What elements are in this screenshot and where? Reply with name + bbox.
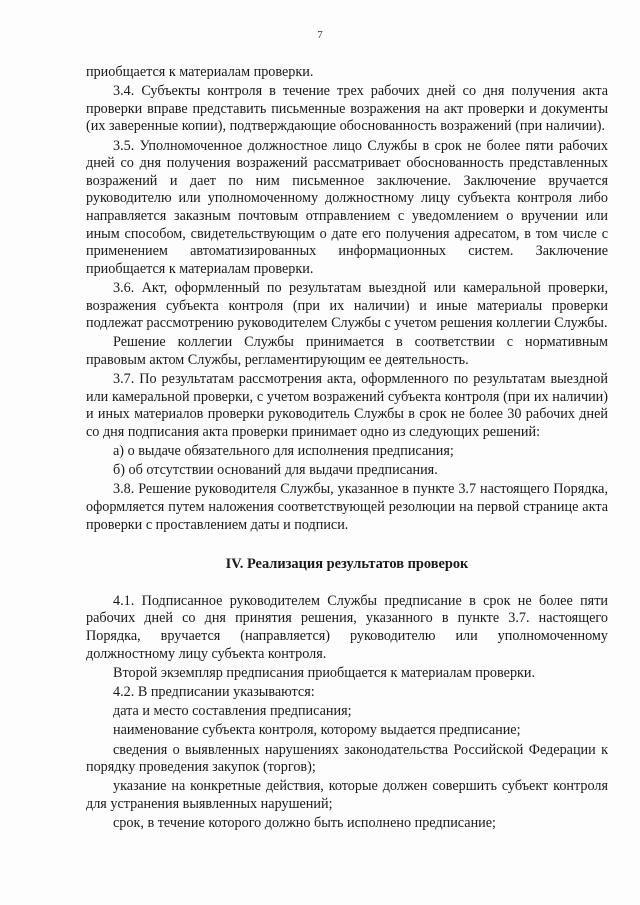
paragraph: Второй экземпляр предписания приобщается к материалам проверки.	[113, 664, 536, 681]
paragraph: 4.1. Подписанное руководителем Службы предписание в срок не более пяти рабочих дней со дня принятия решения, указанного в пункте 3.7. настоящего Порядка, вручается (направляется) руководителю или уполномоченному должностному лицу субъекта контроля.	[86, 592, 608, 662]
paragraph: Решение коллегии Службы принимается в соответствии с нормативным правовым актом Службы, регламентирующим ее деятельность.	[86, 334, 608, 368]
page-number: 7	[317, 29, 323, 41]
paragraph: 3.6. Акт, оформленный по результатам выездной или камеральной проверки, возражения субъекта контроля (при их наличии) и иные материалы проверки подлежат рассмотрению руководителем Службы с учетом решения коллегии Службы.	[86, 279, 608, 332]
paragraph: приобщается к материалам проверки.	[86, 64, 314, 80]
paragraph: 3.7. По результатам рассмотрения акта, оформленного по результатам выездной или камеральной проверки, с учетом возражений субъекта контроля (при их наличии) и иных материалов проверки руководитель Службы в срок не более 30 рабочих дней со дня подписания акта проверки принимает одно из следующих решений:	[86, 371, 608, 440]
list-item: а) о выдаче обязательного для исполнения предписания;	[113, 443, 454, 460]
section-heading: IV. Реализация результатов проверок	[225, 556, 469, 573]
paragraph: 3.5. Уполномоченное должностное лицо Службы в срок не более пяти рабочих дней со дня получения возражений рассматривает обоснованность представленных возражений и дает по ним письменное заключение. Заключение вручается руководителю или уполномоченному должностному лицу субъекта контроля либо направляется заказным почтовым отправлением с уведомлением о вручении или иным способом, свидетельствующим о дате его получения адресатом, в том числе с применением автоматизированных информационных систем. Заключение приобщается к материалам проверки.	[86, 137, 608, 277]
list-item: б) об отсутствии оснований для выдачи предписания.	[113, 462, 438, 479]
list-item: наименование субъекта контроля, которому выдается предписание;	[113, 722, 521, 739]
list-item: сведения о выявленных нарушениях законодательства Российской Федерации к порядку проведения закупок (торгов);	[86, 741, 608, 776]
paragraph: 3.8. Решение руководителя Службы, указанное в пункте 3.7 настоящего Порядка, оформляется путем наложения соответствующей резолюции на первой странице акта проверки с проставлением даты и подписи.	[86, 481, 608, 533]
document-body	[86, 64, 608, 834]
paragraph: 4.2. В предписании указываются:	[113, 683, 315, 700]
list-item: срок, в течение которого должно быть исполнено предписание;	[113, 815, 496, 832]
list-item: дата и место составления предписания;	[113, 703, 352, 720]
list-item: указание на конкретные действия, которые должен совершить субъект контроля для устранения выявленных нарушений;	[86, 778, 608, 812]
paragraph: 3.4. Субъекты контроля в течение трех рабочих дней со дня получения акта проверки вправе представить письменные возражения на акт проверки и документы (их заверенные копии), подтверждающие обоснованность возражений (при наличии).	[86, 83, 608, 135]
